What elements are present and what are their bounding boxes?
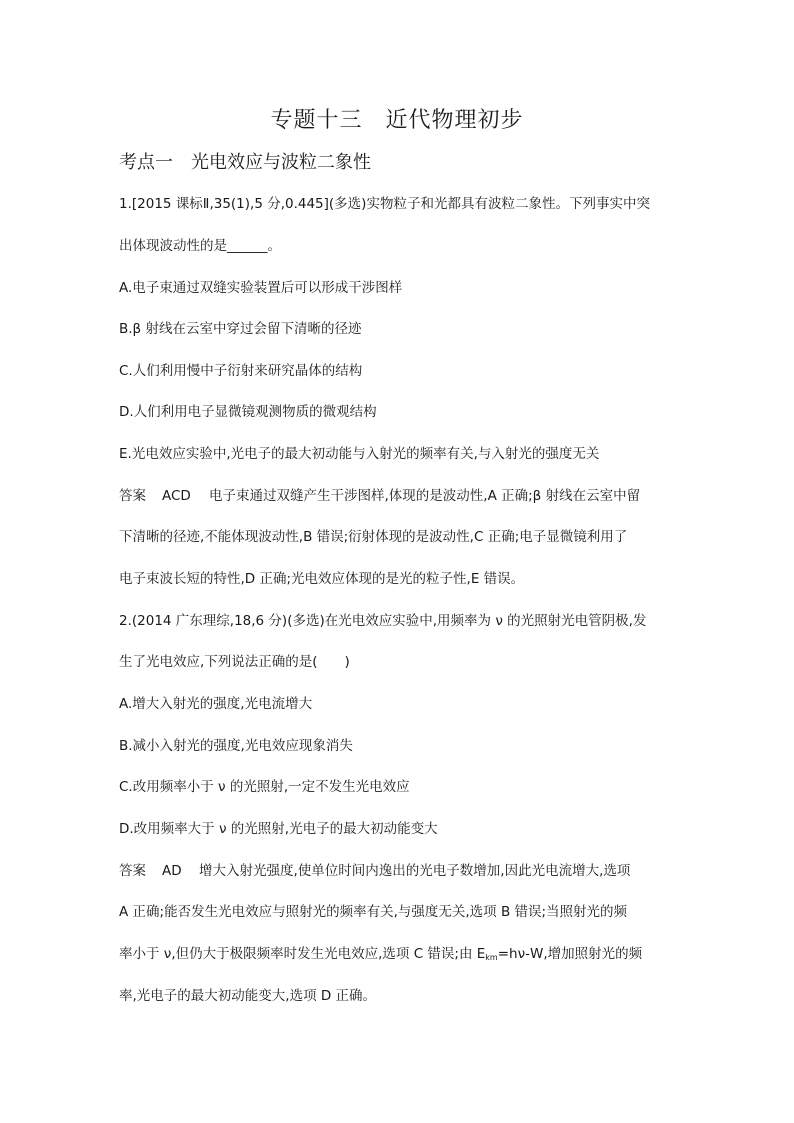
q1-option-c: C.人们利用慢中子衍射来研究晶体的结构 [119, 363, 363, 379]
q2-stem-line-1: 2.(2014 广东理综,18,6 分)(多选)在光电效应实验中,用频率为 ν 的光照射光电管阴极,发 [119, 613, 647, 629]
chapter-title: 专题十三 近代物理初步 [270, 108, 524, 133]
q1-answer-label: 答案 [119, 488, 146, 504]
q1-option-a: A.电子束通过双缝实验装置后可以形成干涉图样 [119, 280, 403, 296]
q2-answer-line-1 [119, 859, 630, 879]
q2-answer-label: 答案 [119, 863, 146, 879]
q2-answer-key: AD [162, 863, 182, 879]
q1-answer-line-1 [119, 484, 640, 504]
q2-option-c: C.改用频率小于 ν 的光照射,一定不发生光电效应 [119, 779, 410, 795]
q1-option-d: D.人们利用电子显微镜观测物质的微观结构 [119, 404, 377, 420]
q1-stem-line-2: 出体现波动性的是______。 [119, 238, 281, 254]
q2-explanation-4: 率,光电子的最大初动能变大,选项 D 正确。 [119, 988, 377, 1004]
section-heading: 考点一 光电效应与波粒二象性 [119, 152, 371, 173]
q2-explanation-3-text-b: =hν-W,增加照射光的频 [497, 946, 643, 962]
q1-option-e: E.光电效应实验中,光电子的最大初动能与入射光的频率有关,与入射光的强度无关 [119, 446, 600, 462]
q2-explanation-3-text-a: 率小于 ν,但仍大于极限频率时发生光电效应,选项 C 错误;由 E [119, 946, 486, 962]
q2-option-d: D.改用频率大于 ν 的光照射,光电子的最大初动能变大 [119, 821, 438, 837]
q2-explanation-3 [119, 942, 642, 962]
q2-option-a: A.增大入射光的强度,光电流增大 [119, 696, 313, 712]
q1-answer-key: ACD [162, 488, 191, 504]
q1-explanation-2: 下清晰的径迹,不能体现波动性,B 错误;衍射体现的是波动性,C 正确;电子显微镜利用了 [119, 529, 628, 545]
q2-stem-line-2: 生了光电效应,下列说法正确的是( ) [119, 654, 350, 670]
q1-explanation-1: 电子束通过双缝产生干涉图样,体现的是波动性,A 正确;β 射线在云室中留 [209, 488, 641, 504]
q2-explanation-2: A 正确;能否发生光电效应与照射光的频率有关,与强度无关,选项 B 错误;当照射光的频 [119, 904, 628, 920]
q1-explanation-3: 电子束波长短的特性,D 正确;光电效应体现的是光的粒子性,E 错误。 [119, 571, 525, 587]
q2-explanation-3-subscript: km [485, 953, 498, 962]
q2-option-b: B.减小入射光的强度,光电效应现象消失 [119, 738, 353, 754]
q1-option-b: B.β 射线在云室中穿过会留下清晰的径迹 [119, 321, 362, 337]
q2-explanation-1: 增大入射光强度,使单位时间内逸出的光电子数增加,因此光电流增大,选项 [199, 863, 631, 879]
q1-stem-line-1: 1.[2015 课标Ⅱ,35(1),5 分,0.445](多选)实物粒子和光都具有波粒二象性。下列事实中突 [119, 196, 650, 212]
